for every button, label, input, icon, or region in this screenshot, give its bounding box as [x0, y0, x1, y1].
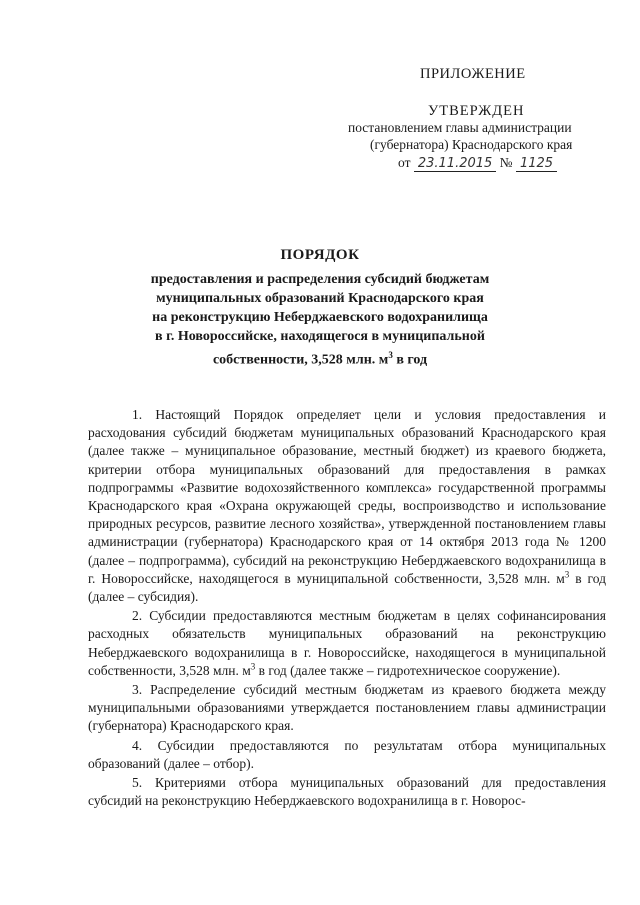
approval-line-1: постановлением главы администрации [348, 120, 572, 135]
title-line-4: в г. Новороссийске, находящегося в муниципальной [155, 329, 485, 344]
title-line-1: предоставления и распределения субсидий бюджетам [150, 272, 490, 287]
title-line-5 [120, 346, 520, 370]
number-prefix: № [499, 155, 513, 170]
handwritten-number: 1125 [516, 157, 557, 172]
title-line-5-text: собственности, 3,528 млн. м [212, 352, 389, 368]
paragraph-3: 3. Распределение субсидий местным бюджетам из краевого бюджета между муниципальными образованиями утверждается постановлением главы администрации (губернатора) Краснодарского края. [88, 682, 606, 734]
approval-line-2: (губернатора) Краснодарского края [370, 137, 573, 152]
paragraph-1-text: 1. Настоящий Порядок определяет цели и условия предоставления и расходования субсидий бюджетам муниципальных образований Краснодарского края (далее также – муниципальное образование, местный бюджет) из краевого бюджета, критерии отбора муниципальных образований для предоставления в рамках подпрограммы «Развитие водохозяйственного комплекса» государственной программы Краснодарского края «Охрана окружающей среды, воспроизводство и использование природных ресурсов, развитие лесного хозяйства», утвержденной постановлением главы администрации (губернатора) Краснодарского края от 14 октября 2013 года № 1200 (далее – подпрограмма), субсидий на реконструкцию Неберджаевского водохранилища в г. Новороссийске, находящегося в муниципальной собственности, 3,528 млн. м [88, 407, 606, 586]
paragraph-2-text: 2. Субсидии предоставляются местным бюджетам в целях софинансирования расходных обязательств муниципальных образований на реконструкцию Неберджаевского водохранилища в г. Новороссийске, находящегося в муниципальной собственности, 3,528 млн. м [88, 608, 606, 678]
paragraph-4: 4. Субсидии предоставляются по результатам отбора муниципальных образований (далее – отбор). [88, 737, 606, 771]
paragraph-1-end: в год (далее – субсидия). [88, 570, 606, 605]
paragraph-1-superscript: 3 [564, 569, 570, 580]
document-title [120, 247, 520, 370]
approval-date-line [398, 155, 557, 172]
date-prefix: от [398, 155, 411, 170]
paragraph-2-end: в год (далее также – гидротехническое сооружение). [255, 662, 561, 678]
paragraph-2-superscript: 3 [250, 661, 256, 672]
appendix-label: ПРИЛОЖЕНИЕ [420, 66, 526, 82]
paragraph-5: 5. Критериями отбора муниципальных образований для предоставления субсидий на реконструкцию Неберджаевского водохранилища в г. Новорос- [88, 775, 606, 809]
title-superscript: 3 [388, 350, 393, 360]
paragraph-2 [88, 607, 606, 680]
title-line-5-end: в год [392, 352, 428, 368]
title-line-3: на реконструкцию Неберджаевского водохранилища [152, 310, 488, 325]
handwritten-date: 23.11.2015 [414, 157, 496, 172]
title-heading: ПОРЯДОК [280, 247, 360, 263]
approved-label: УТВЕРЖДЕН [428, 103, 525, 119]
title-line-2: муниципальных образований Краснодарского края [156, 291, 484, 306]
paragraph-1 [88, 406, 606, 606]
document-body [88, 406, 606, 811]
